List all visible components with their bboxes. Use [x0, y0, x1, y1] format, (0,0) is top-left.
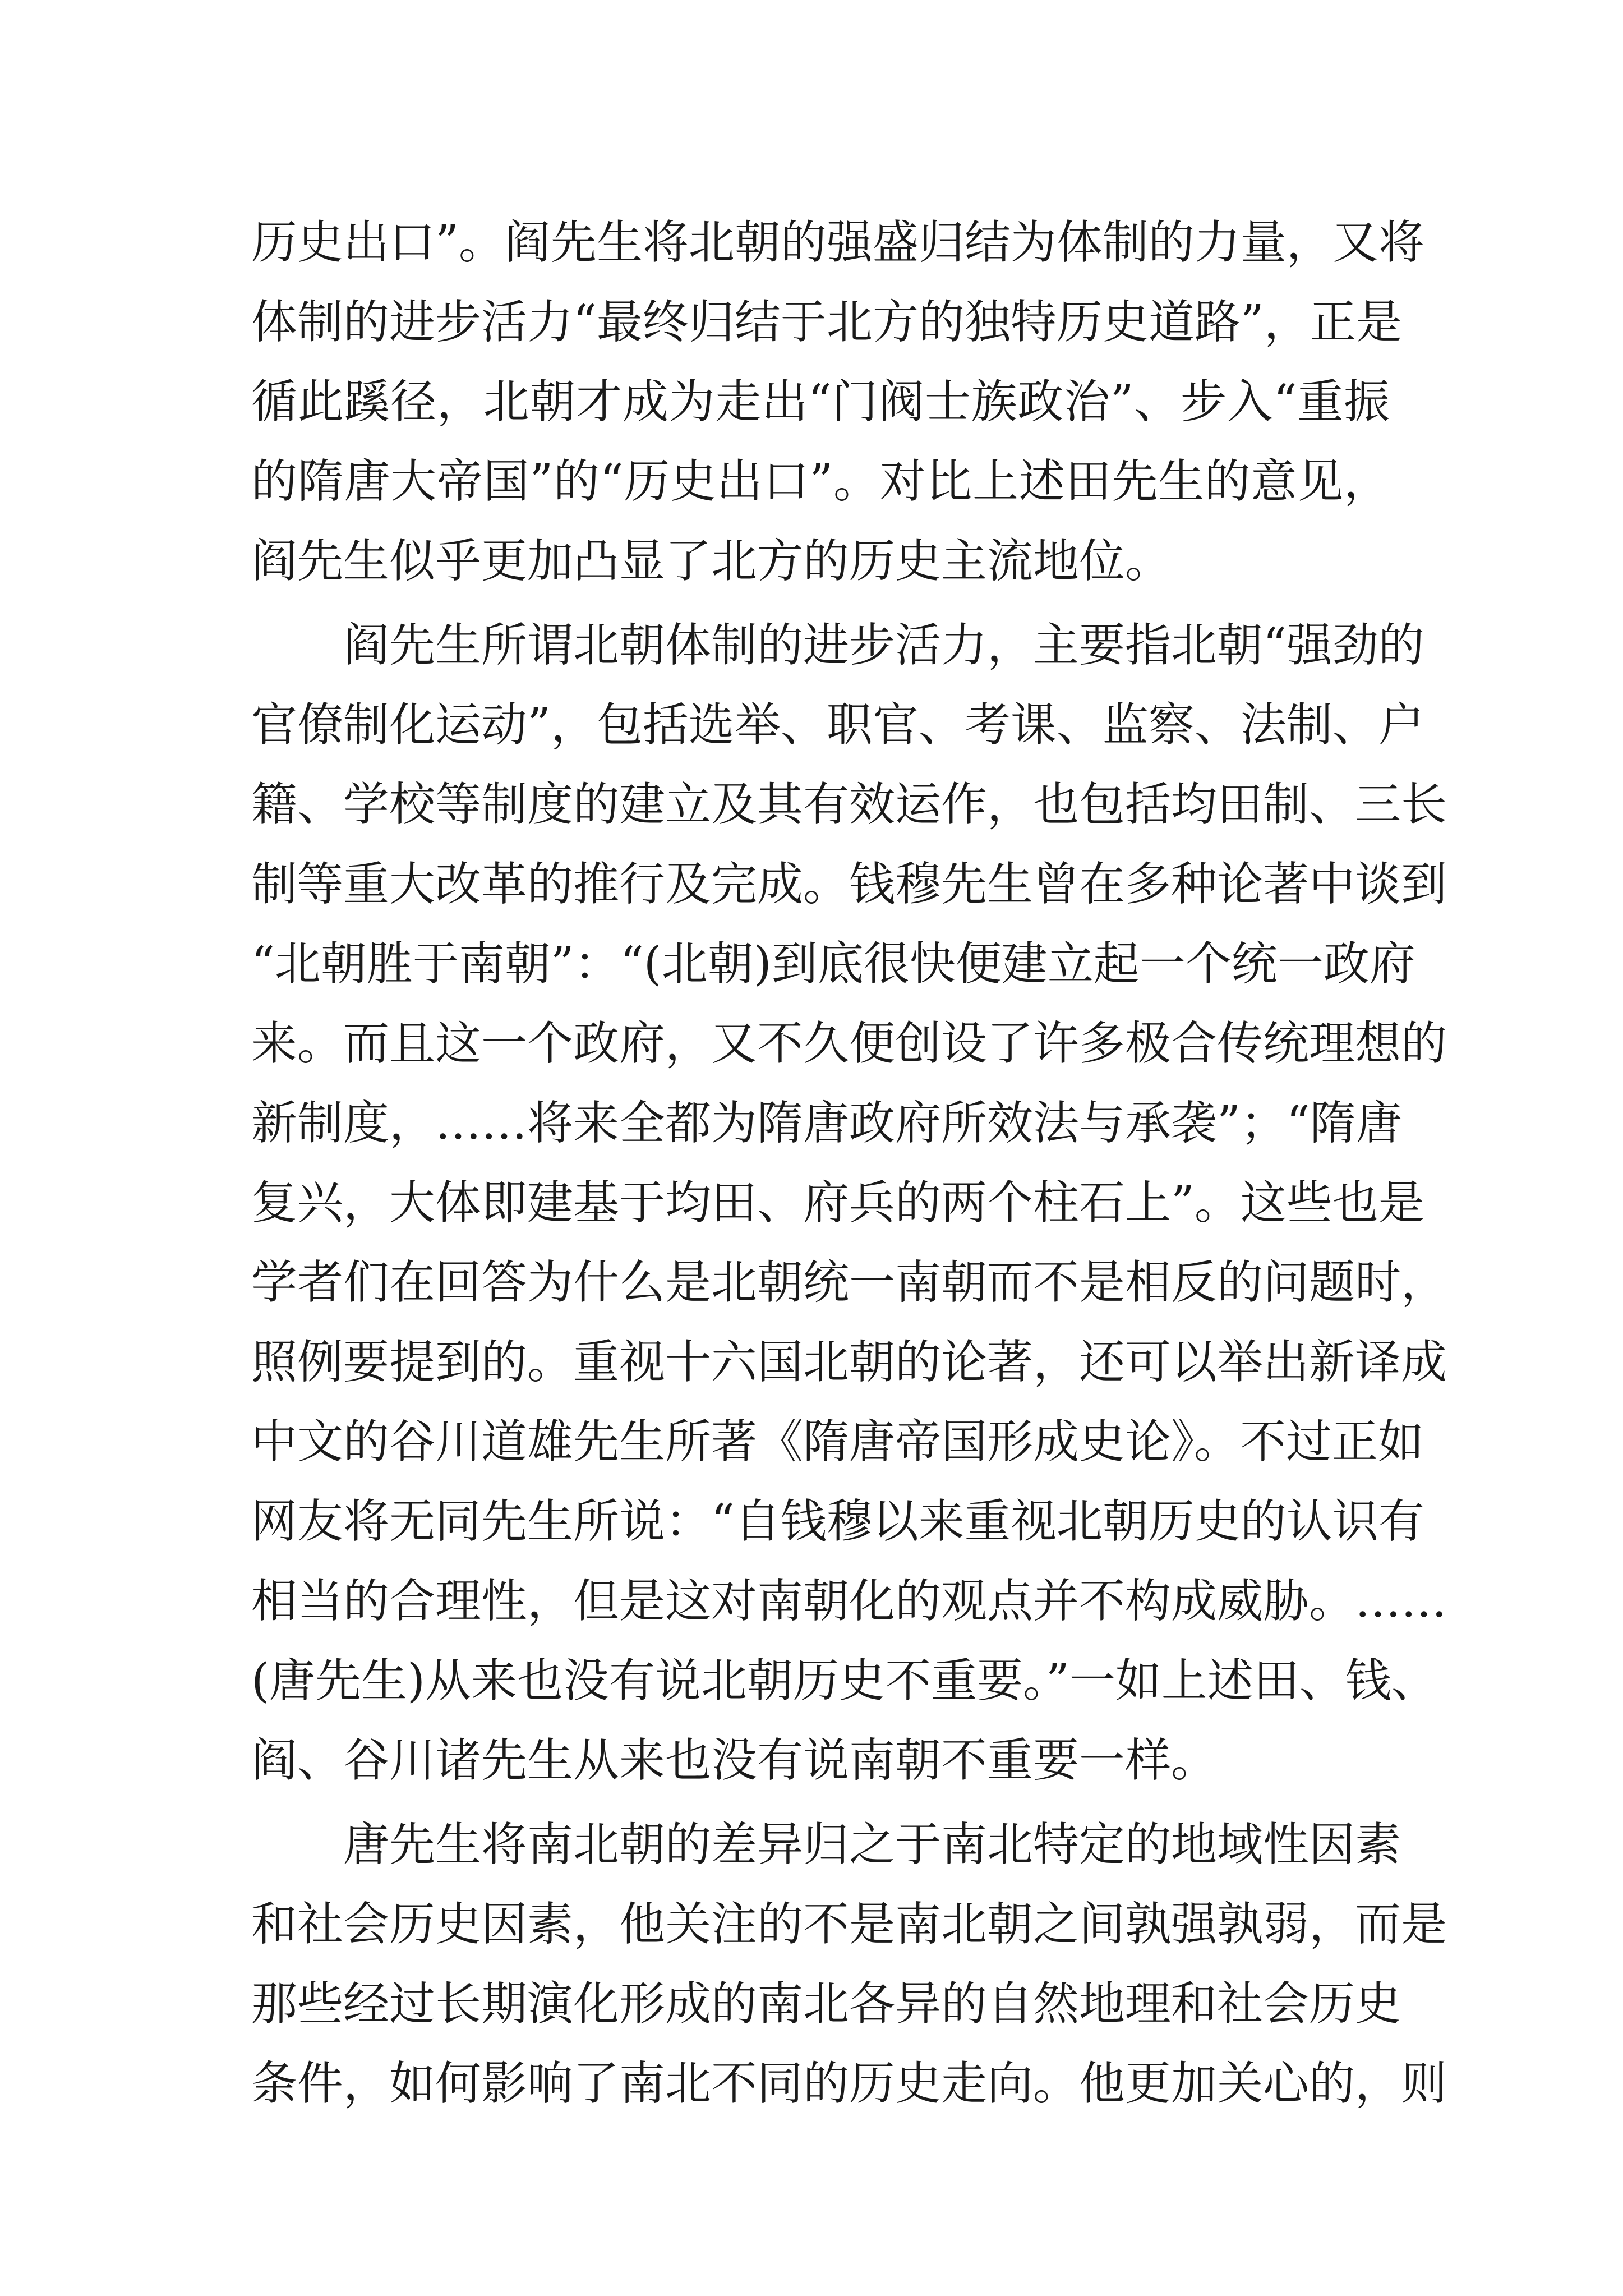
text-line: 唐先生将南北朝的差异归之于南北特定的地域性因素 [343, 1818, 1401, 1871]
text-line: (唐先生)从来也没有说北朝历史不重要。”一如上述田、钱、 [251, 1654, 1437, 1708]
text-line: 历史出口”。阎先生将北朝的强盛归结为体制的力量，又将 [251, 216, 1424, 269]
text-line: 相当的合理性，但是这对南朝化的观点并不构成威胁。…… [251, 1575, 1447, 1628]
text-line: 和社会历史因素，他关注的不是南北朝之间孰强孰弱，而是 [251, 1898, 1447, 1951]
text-line: 那些经过长期演化形成的南北各异的自然地理和社会历史 [251, 1977, 1401, 2031]
text-line: 体制的进步活力“最终归结于北方的独特历史道路”，正是 [251, 296, 1402, 349]
text-line: 照例要提到的。重视十六国北朝的论著，还可以举出新译成 [251, 1336, 1447, 1389]
text-line: 的隋唐大帝国”的“历史出口”。对比上述田先生的意见， [251, 455, 1390, 508]
text-line: 网友将无同先生所说：“自钱穆以来重视北朝历史的认识有 [251, 1495, 1424, 1548]
text-line: 制等重大改革的推行及完成。钱穆先生曾在多种论著中谈到 [251, 858, 1447, 911]
text-line: 条件，如何影响了南北不同的历史走向。他更加关心的，则 [251, 2057, 1447, 2110]
text-line: 学者们在回答为什么是北朝统一南朝而不是相反的问题时， [251, 1256, 1447, 1309]
text-line: 来。而且这一个政府，又不久便创设了许多极合传统理想的 [251, 1017, 1447, 1070]
text-line: 复兴，大体即建基于均田、府兵的两个柱石上”。这些也是 [251, 1176, 1424, 1230]
text-line: 籍、学校等制度的建立及其有效运作，也包括均田制、三长 [251, 778, 1447, 831]
paragraph-3 [251, 1805, 1447, 2124]
text-line: 阎先生所谓北朝体制的进步活力，主要指北朝“强劲的 [343, 619, 1424, 672]
text-line: “北朝胜于南朝”：“(北朝)到底很快便建立起一个统一政府 [251, 937, 1415, 991]
text-line: 阎先生似乎更加凸显了北方的历史主流地位。 [251, 535, 1172, 588]
paragraph-1 [251, 203, 1424, 601]
text-line: 循此蹊径，北朝才成为走出“门阀士族政治”、步入“重振 [251, 375, 1390, 429]
paragraph-2 [251, 606, 1447, 1801]
text-line: 中文的谷川道雄先生所著《隋唐帝国形成史论》。不过正如 [251, 1415, 1424, 1469]
body-text [251, 203, 1447, 2124]
text-line: 官僚制化运动”，包括选举、职官、考课、监察、法制、户 [251, 698, 1424, 752]
text-line: 阎、谷川诸先生从来也没有说南朝不重要一样。 [251, 1734, 1218, 1787]
text-line: 新制度，……将来全都为隋唐政府所效法与承袭”；“隋唐 [251, 1097, 1402, 1150]
